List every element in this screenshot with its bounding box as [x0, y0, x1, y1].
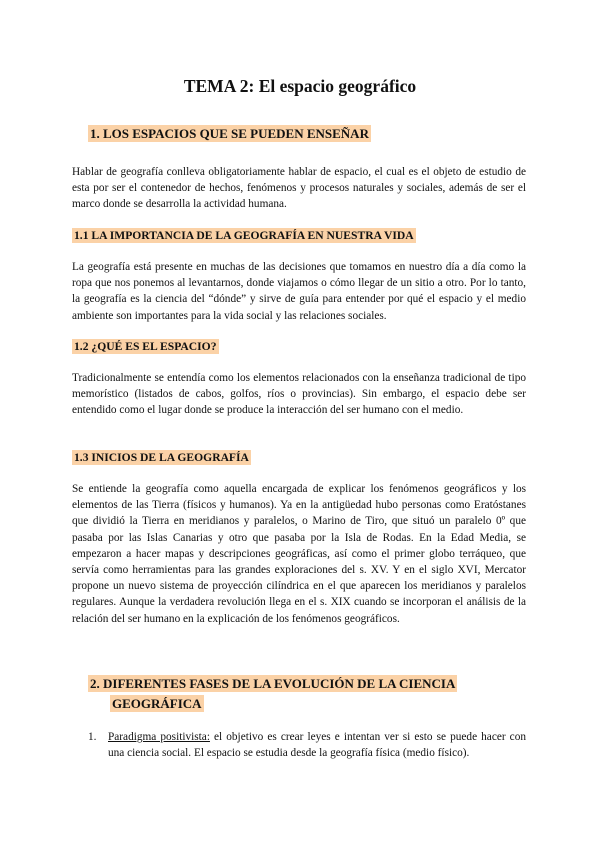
subsection-1-1-text: La geografía está presente en muchas de las decisiones que tomamos en nuestro día a día como la ropa que nos ponemos al levantarnos, donde viajamos o cómo llegar de un sitio a otro. Por lo tanto, la geografía es la ciencia del “dónde” y sirve de guía para entender por qué el espacio y el medio ambiente son importantes para la vida social y las relaciones sociales.: [72, 261, 526, 322]
subsection-1-1-heading: 1.1 LA IMPORTANCIA DE LA GEOGRAFÍA EN NUESTRA VIDA: [74, 229, 414, 242]
subsection-1-3-heading: 1.3 INICIOS DE LA GEOGRAFÍA: [74, 451, 249, 464]
page-title: TEMA 2: El espacio geográfico: [183, 76, 417, 96]
section-2-heading: 2. DIFERENTES FASES DE LA EVOLUCIÓN DE LA CIENCIA GEOGRÁFICA: [90, 676, 456, 711]
section-1-intro: Hablar de geografía conlleva obligatoriamente hablar de espacio, el cual es el objeto de estudio de esta por ser el contenedor de hechos, fenómenos y procesos naturales y sociales, además de ser el marco donde se desarrolla la actividad humana.: [72, 166, 526, 211]
subsection-1-2-heading: 1.2 ¿QUÉ ES EL ESPACIO?: [74, 340, 217, 353]
subsection-1-3-text: Se entiende la geografía como aquella encargada de explicar los fenómenos geográficos y los elementos de las Tierra (físicos y humanos). Ya en la antigüedad hubo personas como Eratóstanes que dividió la Tierra en meridianos y paralelos, o Marino de Tiro, que situó un paralelo 0º que pasaba por las Islas Canarias y otro que pasaba por la Isla de Rodas. En la Edad Media, se empezaron a hacer mapas y descripciones geográficas, así como el primer globo terráqueo, que servía como herramientas para las grandes exploraciones del s. XV. Y en el siglo XVI, Mercator propone un nuevo sistema de proyección cilíndrica en el que aparecen los meridianos y paralelos regulares. Aunque la verdadera revolución llega en el s. XIX cuando se incorporan el análisis de la relación del ser humano en la explicación de los fenómenos geográficos.: [72, 483, 526, 625]
list-item-term: Paradigma positivista:: [108, 731, 210, 743]
section-1-heading: 1. LOS ESPACIOS QUE SE PUEDEN ENSEÑAR: [90, 126, 369, 141]
list-item-number: 1.: [88, 731, 97, 743]
list-item: [88, 729, 526, 761]
list-item-text: el objetivo es crear leyes e intentan ver si esto se puede hacer con una ciencia social. El espacio se estudia desde la geografía física (medio físico).: [108, 731, 526, 760]
subsection-1-2-text: Tradicionalmente se entendía como los elementos relacionados con la enseñanza tradicional de tipo memorístico (listados de cabos, golfos, ríos o provincias). Sin embargo, el espacio debe ser entendido como el lugar donde se produce la interacción del ser humano con el medio.: [72, 372, 526, 417]
list-item-body: [108, 729, 526, 761]
